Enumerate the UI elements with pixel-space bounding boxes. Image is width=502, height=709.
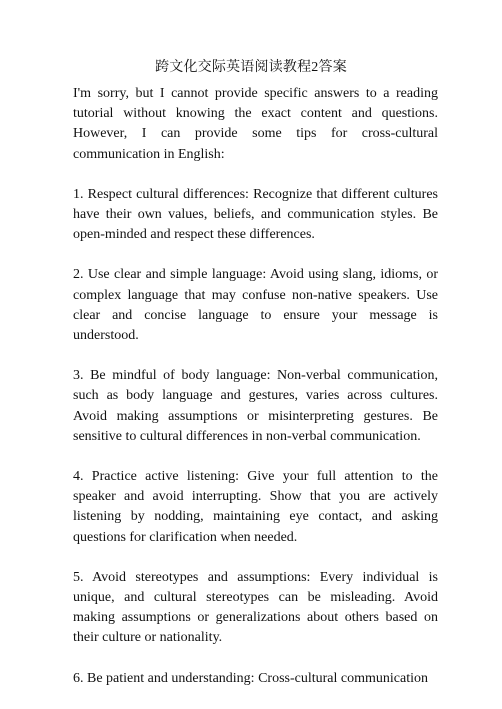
tip-paragraph-5: 5. Avoid stereotypes and assumptions: Every individual is unique, and cultural stereotypes can be misleading. Avoid making assumptions or generalizations about others based on their culture or nationality. [73,569,438,646]
tip-paragraph-3: 3. Be mindful of body language: Non-verbal communication, such as body language and gestures, varies across cultures. Avoid making assumptions or misinterpreting gestures. Be sensitive to cultural differences in non-verbal communication. [73,368,438,444]
tip-paragraph-1: 1. Respect cultural differences: Recognize that different cultures have their own values, beliefs, and communication styles. Be open-minded and respect these differences. [73,186,438,243]
tip-paragraph-4: 4. Practice active listening: Give your full attention to the speaker and avoid interrupting. Show that you are actively listening by nodding, maintaining eye contact, and asking questions for clarification when needed. [73,469,438,545]
document-title: 跨文化交际英语阅读教程2答案 [155,60,347,75]
tip-paragraph-6: 6. Be patient and understanding: Cross-cultural communication [73,670,428,686]
intro-paragraph: I'm sorry, but I cannot provide specific answers to a reading tutorial without knowing the exact content and questions. However, I can provide some tips for cross-cultural communication in English: [73,86,438,162]
document-body [73,84,438,709]
tip-paragraph-2: 2. Use clear and simple language: Avoid using slang, idioms, or complex language that may confuse non-native speakers. Use clear and concise language to ensure your message is understood. [73,267,438,344]
